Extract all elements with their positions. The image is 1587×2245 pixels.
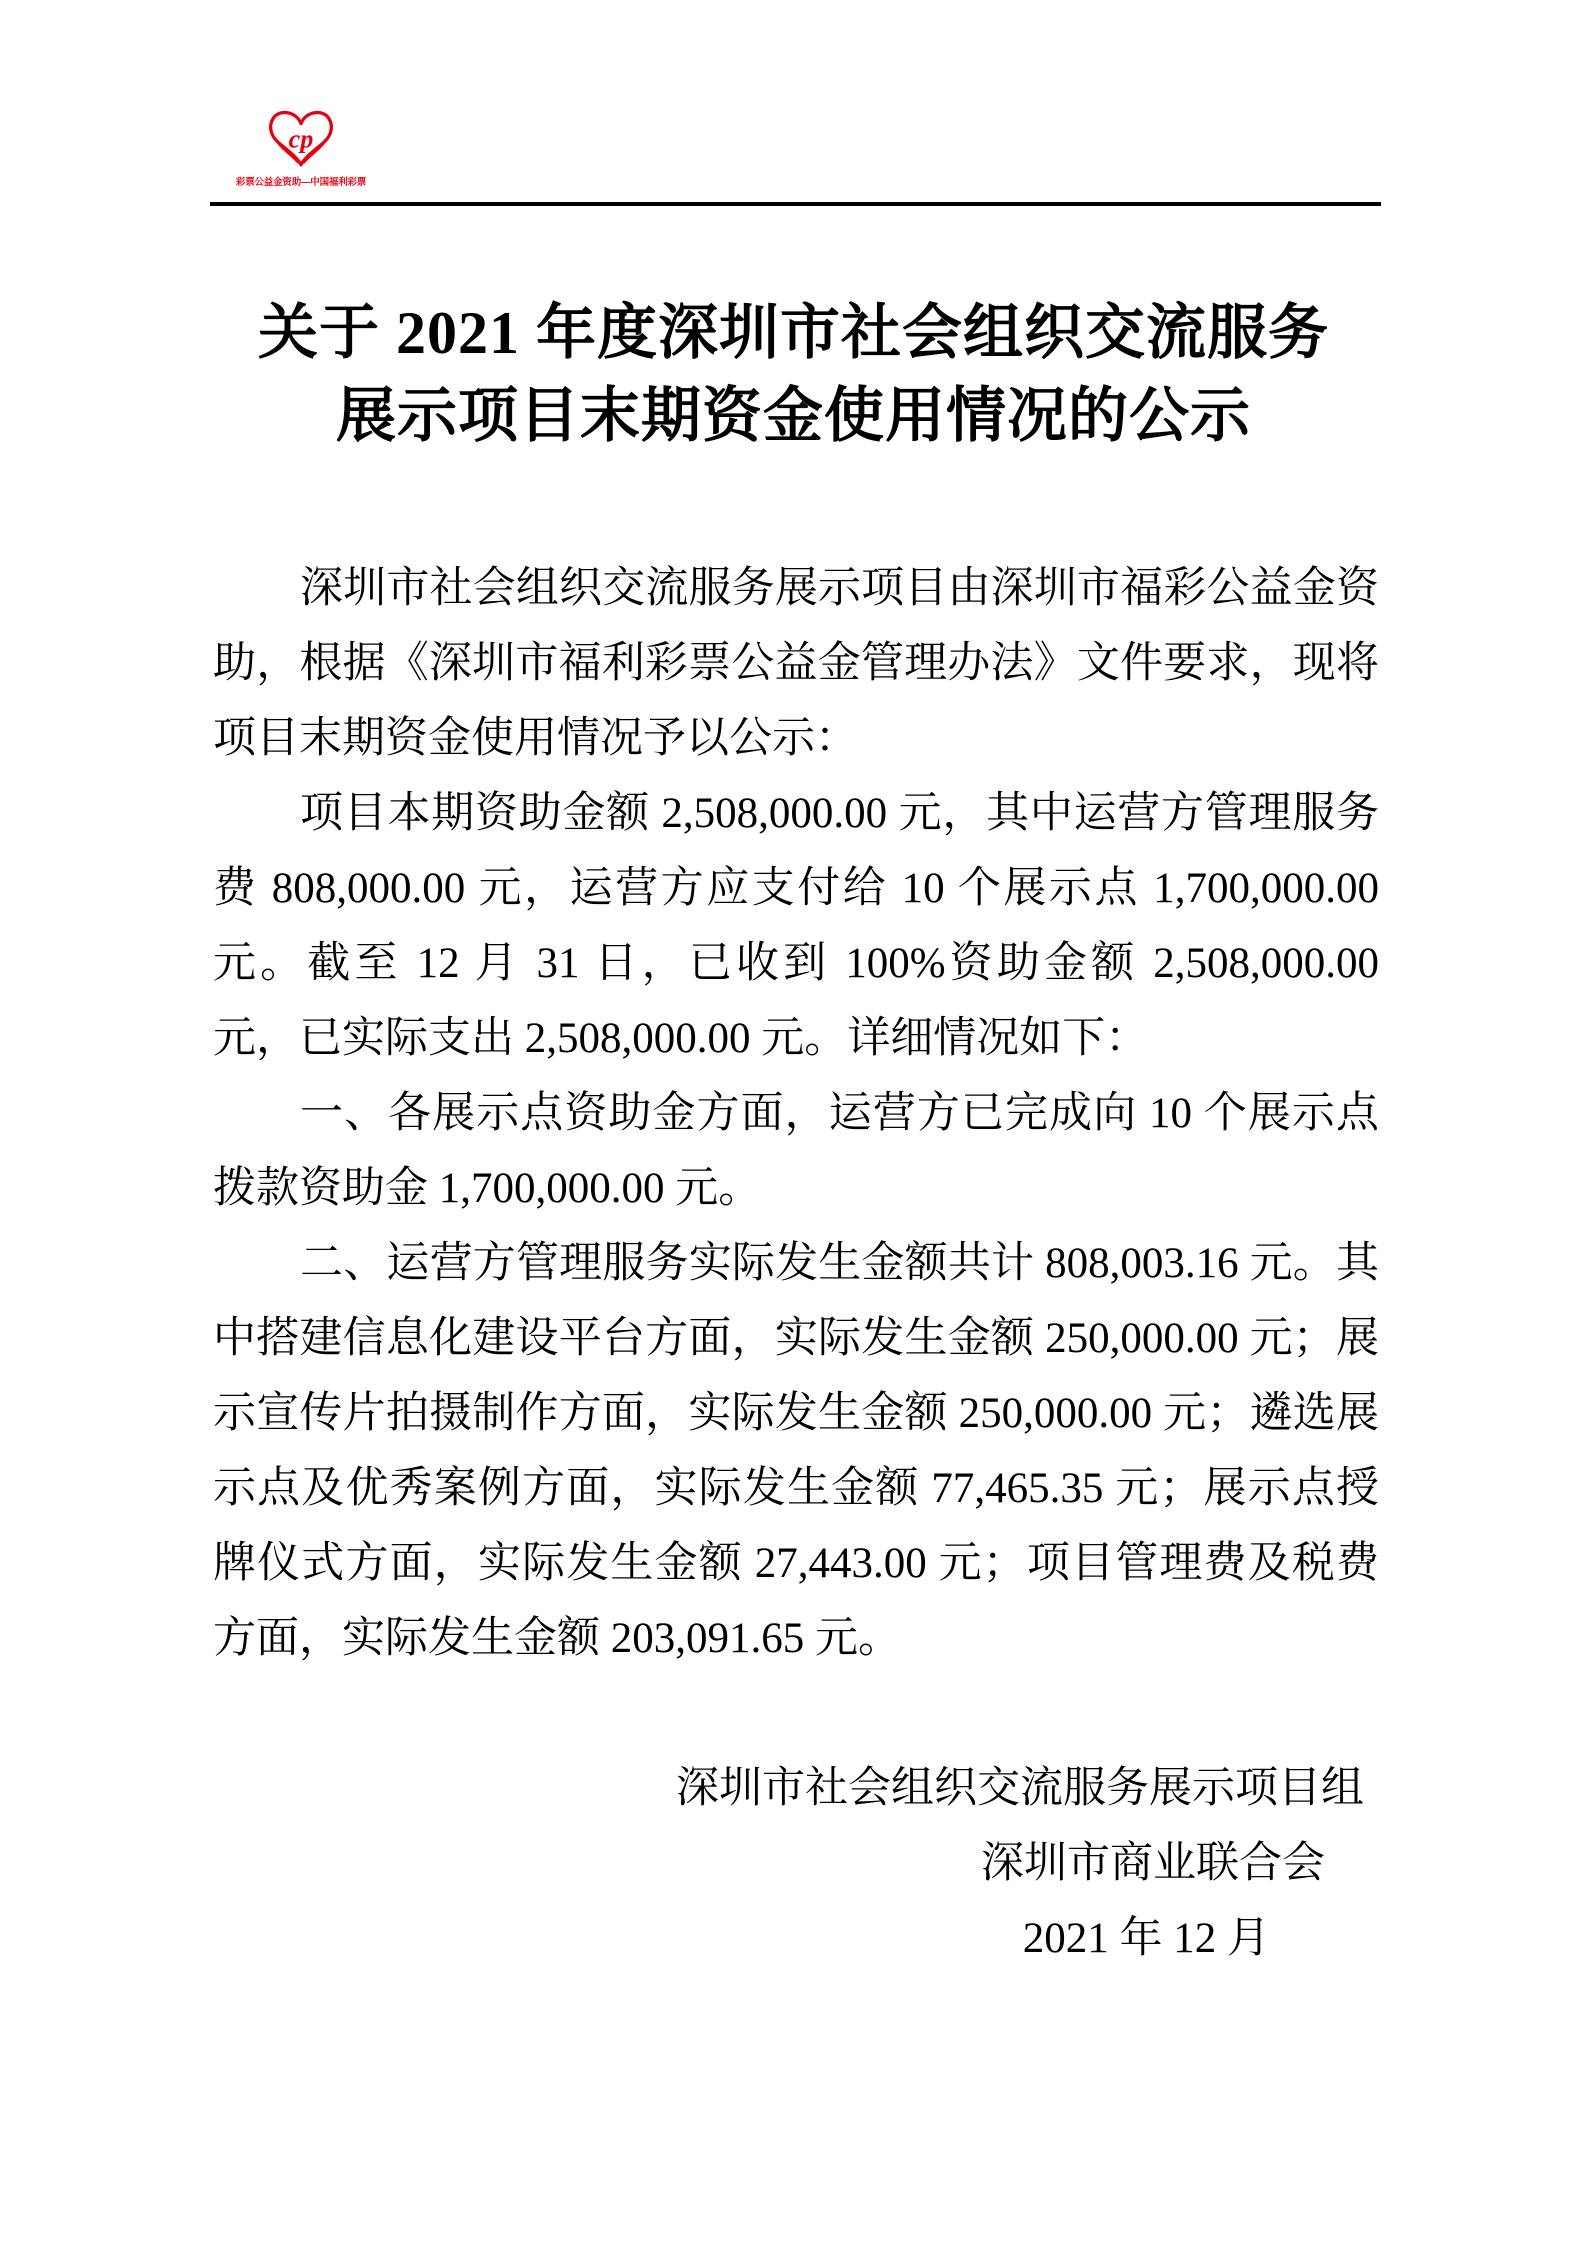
paragraph-item-one: 一、各展示点资助金方面，运营方已完成向 10 个展示点拨款资助金 1,700,000.00 元。 bbox=[213, 1090, 1379, 1212]
signature-org-secondary: 深圳市商业联合会 bbox=[981, 1840, 1325, 1887]
signature-org-primary: 深圳市社会组织交流服务展示项目组 bbox=[676, 1765, 1364, 1812]
header-divider bbox=[210, 202, 1381, 206]
logo-caption: 彩票公益金资助—中国福利彩票 bbox=[235, 177, 367, 188]
paragraph-item-two: 二、运营方管理服务实际发生金额共计 808,003.16 元。其中搭建信息化建设平台方面，实际发生金额 250,000.00 元；展示宣传片拍摄制作方面，实际发生金额 250,000.00 元；遴选展示点及优秀案例方面，实际发生金额 77,465.35 元；展示点授牌仪式方面，实际发生金额 27,443.00 元；项目管理费及税费方面，实际发生金额 203,091.65 元。 bbox=[213, 1240, 1379, 1662]
document-body bbox=[213, 551, 1379, 1676]
title-line-1: 关于 2021 年度深圳市社会组织交流服务 bbox=[258, 300, 1329, 366]
paragraph-intro: 深圳市社会组织交流服务展示项目由深圳市福彩公益金资助，根据《深圳市福利彩票公益金管理办法》文件要求，现将项目末期资金使用情况予以公示： bbox=[213, 565, 1379, 762]
heart-wings-icon bbox=[265, 108, 337, 170]
svg-text:cp: cp bbox=[288, 124, 314, 154]
signature-date: 2021 年 12 月 bbox=[1022, 1915, 1270, 1962]
paragraph-funding-summary: 项目本期资助金额 2,508,000.00 元，其中运营方管理服务费 808,000.00 元，运营方应支付给 10 个展示点 1,700,000.00 元。截至 12 月 31 日，已收到 100%资助金额 2,508,000.00 元，已实际支出 2,508,000.00 元。详细情况如下： bbox=[213, 790, 1379, 1062]
title-line-2: 展示项目末期资金使用情况的公示 bbox=[336, 383, 1251, 449]
document-title bbox=[0, 292, 1587, 458]
welfare-lottery-logo bbox=[231, 108, 371, 188]
